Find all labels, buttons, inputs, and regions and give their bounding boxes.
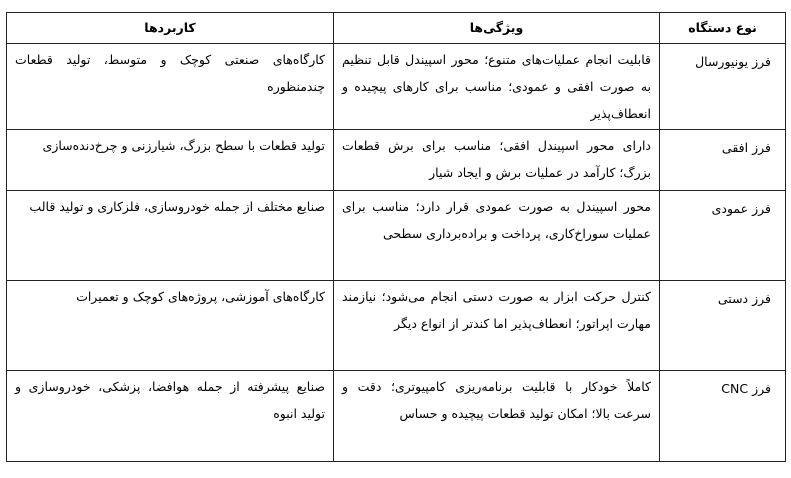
milling-machines-table — [6, 12, 786, 462]
device-cell: فرز عمودی — [660, 191, 786, 281]
features-cell: کاملاً خودکار با قابلیت برنامه‌ریزی کامپیوتری؛ دقت و سرعت بالا؛ امکان تولید قطعات پیچیده و حساس — [334, 371, 660, 462]
table-row — [7, 281, 786, 371]
device-cell: فرز یونیورسال — [660, 44, 786, 130]
features-cell: کنترل حرکت ابزار به صورت دستی انجام می‌شود؛ نیازمند مهارت اپراتور؛ انعطاف‌پذیر اما کندتر از انواع دیگر — [334, 281, 660, 371]
table-row — [7, 371, 786, 462]
table-row — [7, 130, 786, 191]
applications-cell: تولید قطعات با سطح بزرگ، شیارزنی و چرخ‌دنده‌سازی — [7, 130, 334, 191]
applications-cell: کارگاه‌های صنعتی کوچک و متوسط، تولید قطعات چندمنظوره — [7, 44, 334, 130]
features-cell: دارای محور اسپیندل افقی؛ مناسب برای برش قطعات بزرگ؛ کارآمد در عملیات برش و ایجاد شیار — [334, 130, 660, 191]
applications-cell: صنایع مختلف از جمله خودروسازی، فلزکاری و تولید قالب — [7, 191, 334, 281]
device-cell: فرز دستی — [660, 281, 786, 371]
device-cell: فرز CNC — [660, 371, 786, 462]
header-features: ویژگی‌ها — [334, 13, 660, 44]
features-cell: محور اسپیندل به صورت عمودی قرار دارد؛ مناسب برای عملیات سوراخ‌کاری، پرداخت و براده‌برداری سطحی — [334, 191, 660, 281]
table-row — [7, 44, 786, 130]
table-header-row — [7, 13, 786, 44]
applications-cell: کارگاه‌های آموزشی، پروژه‌های کوچک و تعمیرات — [7, 281, 334, 371]
document-page — [6, 12, 786, 462]
device-cell: فرز افقی — [660, 130, 786, 191]
applications-cell: صنایع پیشرفته از جمله هوافضا، پزشکی، خودروسازی و تولید انبوه — [7, 371, 334, 462]
header-applications: کاربردها — [7, 13, 334, 44]
header-device-type: نوع دستگاه — [660, 13, 786, 44]
table-row — [7, 191, 786, 281]
features-cell: قابلیت انجام عملیات‌های متنوع؛ محور اسپیندل قابل تنظیم به صورت افقی و عمودی؛ مناسب برای کارهای پیچیده و انعطاف‌پذیر — [334, 44, 660, 130]
